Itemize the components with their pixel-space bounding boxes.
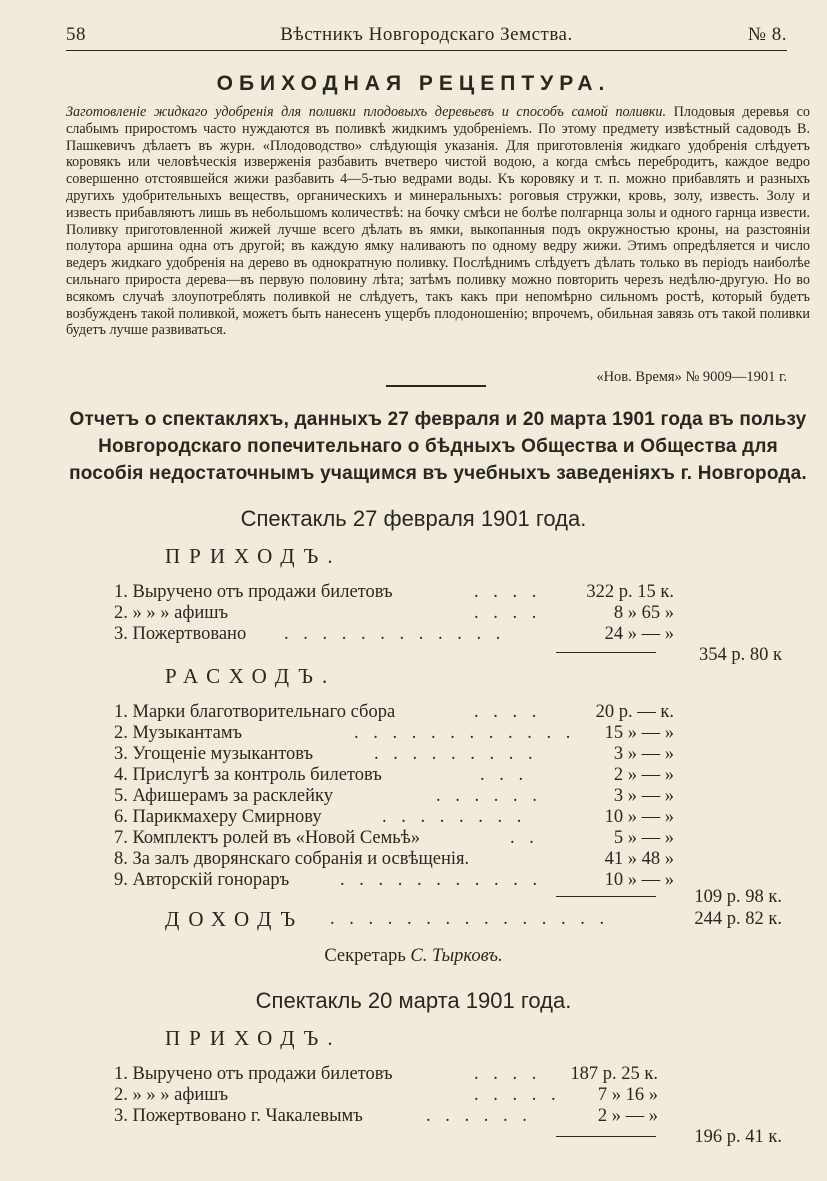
perf1-income-caption: ПРИХОДЪ. [165, 544, 342, 568]
report-title: Отчетъ о спектакляхъ, данныхъ 27 февраля и 20 марта 1901 года въ пользу Новгородскаго попечительнаго о бѣдныхъ Общества и Общества для пособія недостаточнымъ учащимся въ учебныхъ заведеніяхъ г. Новгорода. [69, 409, 807, 484]
secretary-name: С. Тырковъ. [410, 946, 503, 966]
recipe-paragraph [66, 104, 810, 339]
secretary-label: Секретарь [324, 946, 406, 966]
perf2-income-row: 2. » » » афишъ . . . . . 7 » 16 » [114, 1085, 658, 1105]
recipe-body: Плодовыя деревья со слабымъ приростомъ часто нуждаются въ поливкѣ жидкимъ удобреніемъ. По этому предмету извѣстный садоводъ В. Пашкевичъ дѣлаетъ въ журн. «Плодоводство» слѣдующія указанія. Для приготовленія жидкаго удобренія слѣдуетъ коровякъ или человѣческія изверженія разбавить вчетверо чистой водою, а когда смѣсь перебродитъ, каждое ведро совершенно отстоявшейся жижи разбавить 4—5-тью ведрами воды. Къ коровяку и т. п. можно прибавлять и разныхъ другихъ удобрительныхъ веществъ, органическихъ и минеральныхъ: роговыя стружки, кровь, золу, известь. Золу и известь прибавляютъ лишь въ небольшомъ количествѣ: на бочку смѣси не болѣе полгарнца золы и одного гарнца извести. Поливку приготовленной жижей лучше всего дѣлать въ ямки, выкопанныя подъ окружностью кроны, на разстояніи полутора аршина одна отъ другой; въ каждую ямку наливаютъ по одному ведру жижи. Этимъ опредѣляется и число ведеръ жидкаго удобренія на дерево въ однократную поливку. Послѣднимъ слѣдуетъ дѣлать только въ періодъ наиболѣе сильнаго прироста дерева—въ первую половину лѣта; затѣмъ поливку можно повторить черезъ недѣлю-другую. Но во всякомъ случаѣ злоупотреблять поливкой не слѣдуетъ, такъ какъ при непомѣрно сильномъ ростѣ, который будетъ возбужденъ такой поливкой, можетъ быть нанесенъ ущербъ плодоношенію; впрочемъ, обильная завязь отъ такой поливки будетъ лучше развиваться. [66, 104, 810, 339]
perf1-expense-row: 5. Афишерамъ за расклейку . . . . . . 3 » — » [114, 786, 674, 806]
recipe-section-title: ОБИХОДНАЯ РЕЦЕПТУРА. [216, 72, 611, 95]
perf1-income-row: 2. » » » афишъ . . . . 8 » 65 » [114, 603, 674, 623]
perf1-expense-row: 6. Парикмахеру Смирнову . . . . . . . . 10 » — » [114, 807, 674, 827]
perf1-expense-row: 8. За залъ дворянскаго собранія и освѣщенія. 41 » 48 » [114, 849, 674, 869]
perf1-net-dots: . . . . . . . . . . . . . . . [330, 909, 610, 929]
perf1-income-total: 354 р. 80 к [699, 645, 782, 665]
perf2-title: Спектакль 20 марта 1901 года. [255, 988, 572, 1013]
perf1-expense-row: 9. Авторскій гонораръ . . . . . . . . . . . 10 » — » [114, 870, 674, 890]
perf2-income-row: 3. Пожертвовано г. Чакалевымъ . . . . . . 2 » — » [114, 1106, 658, 1126]
perf1-expense-row: 4. Прислугѣ за контроль билетовъ . . . 2 » — » [114, 765, 674, 785]
secretary-signature [0, 946, 827, 967]
perf2-income-row: 1. Выручено отъ продажи билетовъ . . . . 187 р. 25 к. [114, 1064, 658, 1084]
perf1-expense-row: 2. Музыкантамъ . . . . . . . . . . . . 15 » — » [114, 723, 674, 743]
page-header [66, 24, 787, 48]
perf1-net-label: ДОХОДЪ [165, 907, 305, 931]
header-rule [66, 50, 787, 51]
perf1-expense-total: 109 р. 98 к. [694, 887, 782, 907]
perf1-income-sum-line [556, 652, 656, 653]
perf1-expense-row: 7. Комплектъ ролей въ «Новой Семьѣ» . . 5 » — » [114, 828, 674, 848]
perf1-expense-caption: РАСХОДЪ. [165, 664, 337, 688]
perf2-income-total: 196 р. 41 к. [694, 1127, 782, 1147]
issue-number: № 8. [747, 24, 787, 45]
recipe-lead: Заготовленіе жидкаго удобренія для поливки плодовыхъ деревьевъ и способъ самой поливки. [66, 104, 666, 120]
perf2-income-caption: ПРИХОДЪ. [165, 1026, 342, 1050]
journal-title: Вѣстникъ Новгородскаго Земства. [280, 24, 573, 45]
perf1-net-amount: 244 р. 82 к. [694, 909, 782, 929]
perf1-expense-row: 3. Угощеніе музыкантовъ . . . . . . . . . 3 » — » [114, 744, 674, 764]
perf1-income-row: 3. Пожертвовано . . . . . . . . . . . . 24 » — » [114, 624, 674, 644]
perf1-income-row: 1. Выручено отъ продажи билетовъ . . . . 322 р. 15 к. [114, 582, 674, 602]
perf1-expense-row: 1. Марки благотворительнаго сбора . . . . 20 р. — к. [114, 702, 674, 722]
page-number: 58 [66, 24, 86, 45]
perf1-expense-sum-line [556, 896, 656, 897]
perf1-title: Спектакль 27 февраля 1901 года. [240, 506, 587, 531]
recipe-citation: «Нов. Время» № 9009—1901 г. [596, 369, 787, 385]
perf2-income-sum-line [556, 1136, 656, 1137]
section-divider [386, 385, 486, 387]
